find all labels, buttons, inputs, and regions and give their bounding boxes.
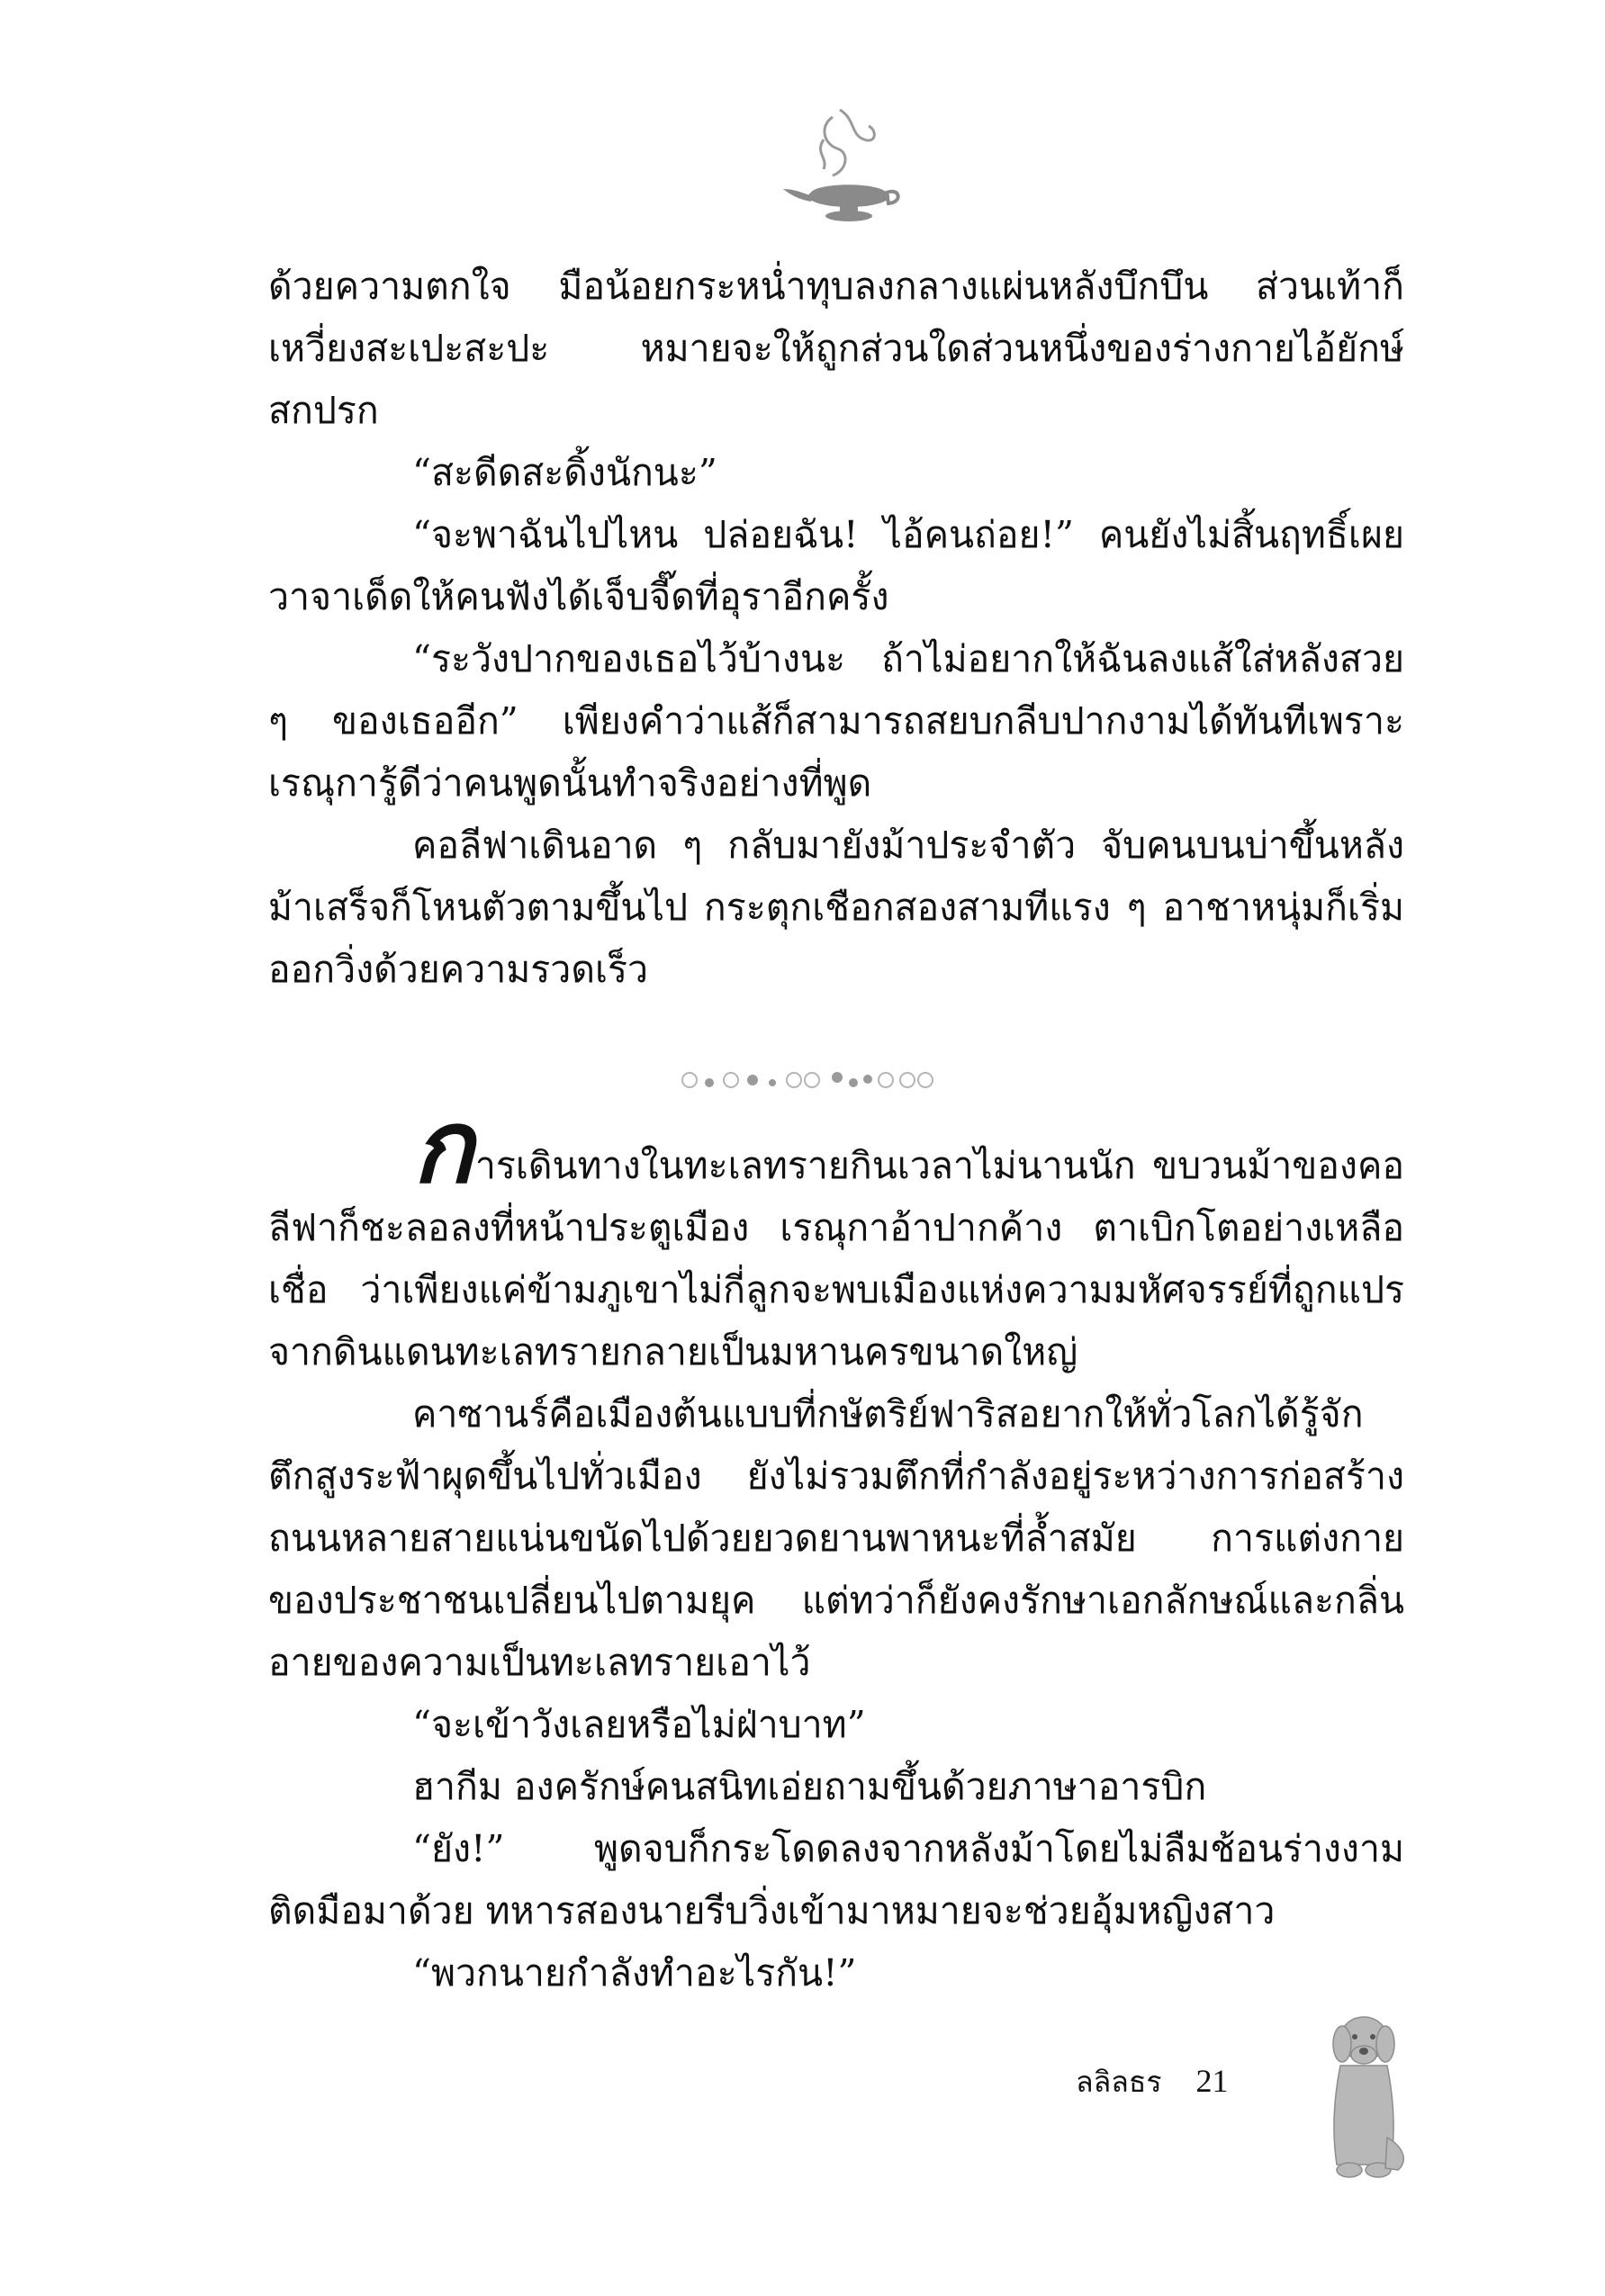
paragraph-text: ารเดินทางในทะเลทรายกินเวลาไม่นานนัก ขบวนม้าของคอลีฟาก็ชะลอลงที่หน้าประตูเมือง เรณุกาอ้าปากค้าง ตาเบิกโตอย่างเหลือเชื่อ ว่าเพียงแค่ข้ามภูเขาไม่กี่ลูกจะพบเมืองแห่งความมหัศจรรย์ที่ถูกแปรจากดินแดนทะเลทรายกลายเป็นมหานครขนาดใหญ่ <box>268 1144 1404 1373</box>
paragraph: “ระวังปากของเธอไว้บ้างนะ ถ้าไม่อยากให้ฉันลงแส้ใส่หลังสวย ๆ ของเธออีก” เพียงคำว่าแส้ก็สามารถสยบกลีบปากงามได้ทันทีเพราะเรณุการู้ดีว่าคนพูดนั้นทำจริงอย่างที่พูด <box>268 637 1404 805</box>
author-name: ลลิลธร <box>1076 2065 1162 2099</box>
paragraph: คอลีฟาเดินอาด ๆ กลับมายังม้าประจำตัว จับคนบนบ่าขึ้นหลังม้าเสร็จก็โหนตัวตามขึ้นไป กระตุกเชือกสองสามทีแรง ๆ อาชาหนุ่มก็เริ่มออกวิ่งด้วยความรวดเร็ว <box>268 824 1404 991</box>
paragraph: “พวกนายกำลังทำอะไรกัน!” <box>412 1951 857 1994</box>
paragraph-with-dropcap <box>268 1089 1404 1383</box>
paragraph: ด้วยความตกใจ มือน้อยกระหน่ำทุบลงกลางแผ่นหลังบึกบึน ส่วนเท้าก็เหวี่ยงสะเปะสะปะ หมายจะให้ถูกส่วนใดส่วนหนึ่งของร่างกายไอ้ยักษ์สกปรก <box>268 265 1404 432</box>
floral-divider-icon <box>677 1065 938 1095</box>
paragraph: ฮากีม องครักษ์คนสนิทเอ่ยถามขึ้นด้วยภาษาอารบิก <box>412 1765 1207 1808</box>
dog-icon <box>1310 2003 1418 2183</box>
page-footer <box>1076 2059 1229 2105</box>
drop-cap: ก <box>412 1089 473 1206</box>
paragraph: “จะพาฉันไปไหน ปล่อยฉัน! ไอ้คนถ่อย!” คนยังไม่สิ้นฤทธิ์เผยวาจาเด็ดให้คนฟังได้เจ็บจี๊ดที่อุราอีกครั้ง <box>268 513 1404 618</box>
text-block-top <box>268 256 1404 1001</box>
paragraph: “จะเข้าวังเลยหรือไม่ฝ่าบาท” <box>412 1703 866 1746</box>
page-number: 21 <box>1195 2063 1229 2099</box>
text-block-bottom <box>268 1089 1404 2004</box>
paragraph: “สะดีดสะดิ้งนักนะ” <box>412 451 717 494</box>
magic-lamp-icon <box>770 99 905 234</box>
paragraph: “ยัง!” พูดจบก็กระโดดลงจากหลังม้าโดยไม่ลืมช้อนร่างงามติดมือมาด้วย ทหารสองนายรีบวิ่งเข้ามาหมายจะช่วยอุ้มหญิงสาว <box>268 1827 1404 1932</box>
paragraph: คาซานร์คือเมืองต้นแบบที่กษัตริย์ฟาริสอยากให้ทั่วโลกได้รู้จัก ตึกสูงระฟ้าผุดขึ้นไปทั่วเมือง ยังไม่รวมตึกที่กำลังอยู่ระหว่างการก่อสร้าง ถนนหลายสายแน่นขนัดไปด้วยยวดยานพาหนะที่ล้ำสมัย การแต่งกายของประชาชนเปลี่ยนไปตามยุค แต่ทว่าก็ยังคงรักษาเอกลักษณ์และกลิ่นอายของความเป็นทะเลทรายเอาไว้ <box>268 1392 1404 1684</box>
